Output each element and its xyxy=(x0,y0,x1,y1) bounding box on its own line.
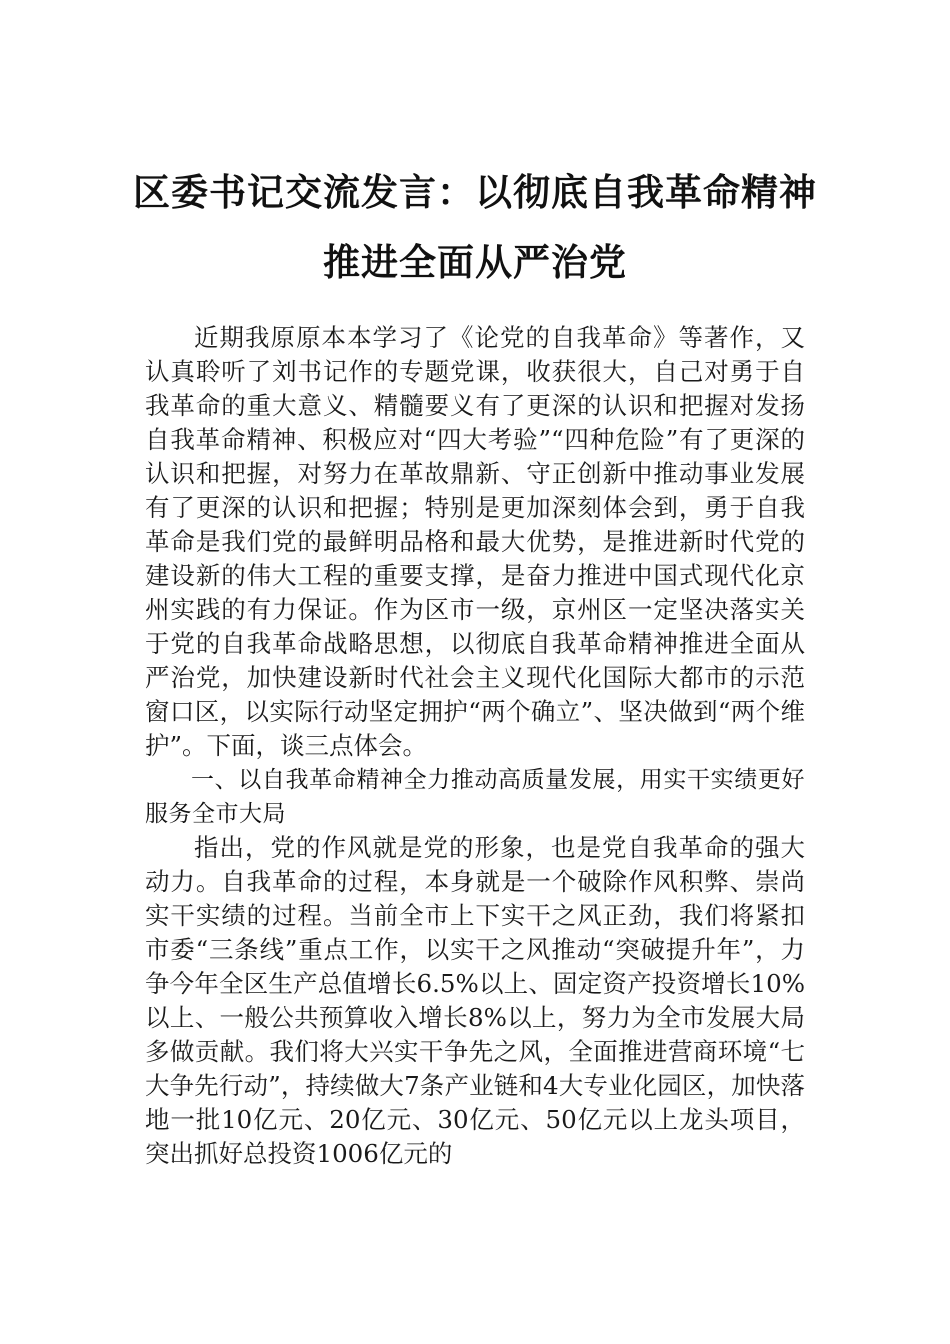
document-title-line-2: 推进全面从严治党 xyxy=(323,240,627,284)
document-title-line-1: 区委书记交流发言：以彻底自我革命精神 xyxy=(133,170,817,214)
document-body xyxy=(145,321,805,1171)
section-1-paragraph: 指出，党的作风就是党的形象，也是党自我革命的强大动力。自我革命的过程，本身就是一个破除作风积弊、崇尚实干实绩的过程。当前全市上下实干之风正劲，我们将紧扣市委“三条线”重点工作，以实干之风推动“突破提升年”，力争今年全区生产总值增长6.5%以上、固定资产投资增长10%以上、一般公共预算收入增长8%以上，努力为全市发展大局多做贡献。我们将大兴实干争先之风，全面推进营商环境“七大争先行动”，持续做大7条产业链和4大专业化园区，加快落地一批10亿元、20亿元、30亿元、50亿元以上龙头项目，突出抓好总投资1006亿元的 xyxy=(145,833,805,1168)
section-heading-1: 一、以自我革命精神全力推动高质量发展，用实干实绩更好服务全市大局 xyxy=(145,767,805,827)
intro-paragraph: 近期我原原本本学习了《论党的自我革命》等著作，又认真聆听了刘书记作的专题党课，收获很大，自己对勇于自我革命的重大意义、精髓要义有了更深的认识和把握对发扬自我革命精神、积极应对“四大考验”“四种危险”有了更深的认识和把握，对努力在革故鼎新、守正创新中推动事业发展有了更深的认识和把握；特别是更加深刻体会到，勇于自我革命是我们党的最鲜明品格和最大优势，是推进新时代党的建设新的伟大工程的重要支撑，是奋力推进中国式现代化京州实践的有力保证。作为区市一级，京州区一定坚决落实关于党的自我革命战略思想，以彻底自我革命精神推进全面从严治党，加快建设新时代社会主义现代化国际大都市的示范窗口区，以实际行动坚定拥护“两个确立”、坚决做到“两个维护”。下面，谈三点体会。 xyxy=(145,323,805,760)
